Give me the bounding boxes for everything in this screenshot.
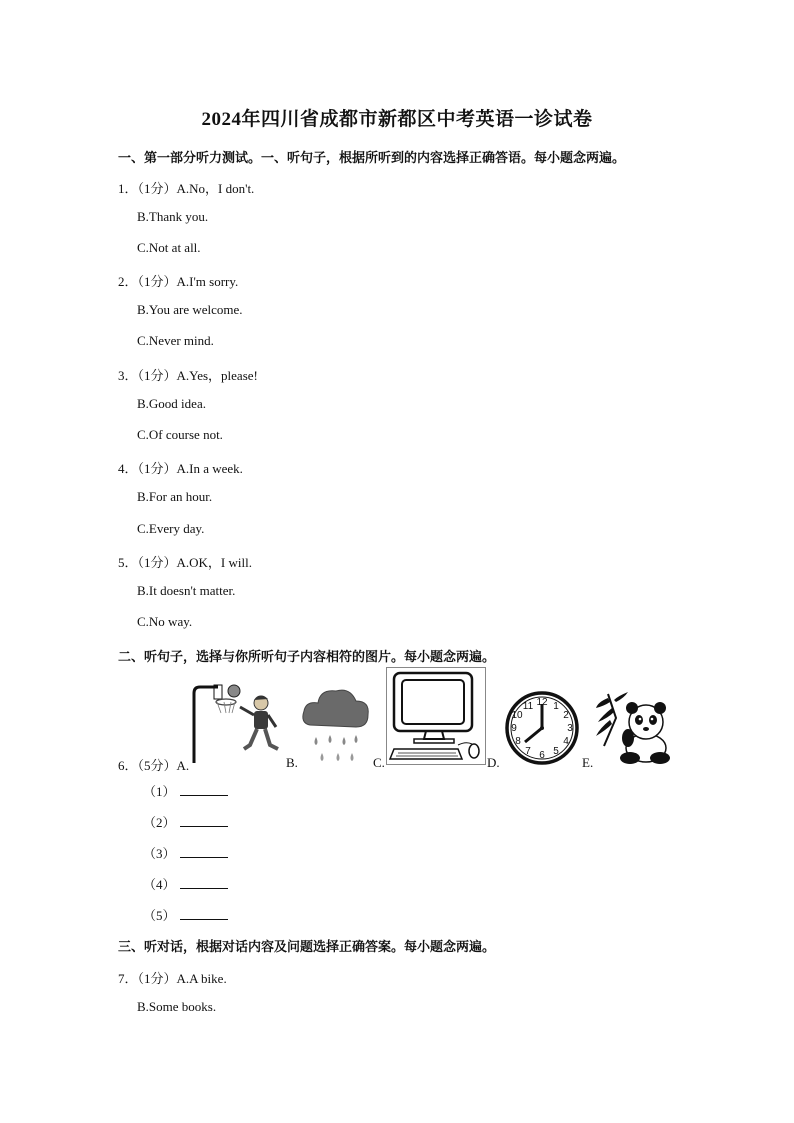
q6-label-d: D. xyxy=(487,755,500,770)
q4-stem: 4．（1分）A.In a week. xyxy=(118,461,243,476)
svg-text:9: 9 xyxy=(511,723,517,734)
svg-text:8: 8 xyxy=(515,736,521,747)
svg-text:4: 4 xyxy=(563,736,569,747)
q5-option-b: B.It doesn't matter. xyxy=(137,583,236,598)
q3-option-b: B.Good idea. xyxy=(137,396,206,411)
svg-text:3: 3 xyxy=(567,723,573,734)
panda-picture xyxy=(594,688,674,766)
section-3-heading: 三、听对话，根据对话内容及问题选择正确答案。每小题念两遍。 xyxy=(118,939,496,954)
q6-label-e: E. xyxy=(582,755,594,770)
section-2-heading: 二、听句子，选择与你所听句子内容相符的图片。每小题念两遍。 xyxy=(118,649,496,664)
q1-option-b: B.Thank you. xyxy=(137,209,209,224)
q4-option-c: C.Every day. xyxy=(137,521,205,536)
q1-option-c: C.Not at all. xyxy=(137,240,201,255)
clock-picture xyxy=(501,690,583,766)
q2-option-c: C.Never mind. xyxy=(137,333,214,348)
q3-stem: 3．（1分）A.Yes，please! xyxy=(118,368,258,383)
q6-label-b: B. xyxy=(286,755,298,770)
svg-text:10: 10 xyxy=(511,710,523,721)
q7-option-b: B.Some books. xyxy=(137,999,217,1014)
q6-label-c: C. xyxy=(373,755,385,770)
q5-stem: 5．（1分）A.OK，I will. xyxy=(118,555,252,570)
answer-blank[interactable] xyxy=(180,815,228,827)
q6-sub-4: （4） xyxy=(143,874,228,893)
svg-text:2: 2 xyxy=(563,710,569,721)
section-1-heading: 一、第一部分听力测试。一、听句子，根据所听到的内容选择正确答语。每小题念两遍。 xyxy=(118,150,626,165)
q6-stem: 6．（5分）A. xyxy=(118,758,190,773)
answer-blank[interactable] xyxy=(180,784,228,796)
q7-stem: 7．（1分）A.A bike. xyxy=(118,971,227,986)
q4-option-b: B.For an hour. xyxy=(137,489,213,504)
svg-text:5: 5 xyxy=(553,746,559,757)
q6-sub-3: （3） xyxy=(143,843,228,862)
svg-text:12: 12 xyxy=(536,697,548,708)
q2-option-b: B.You are welcome. xyxy=(137,302,243,317)
computer-picture xyxy=(386,667,486,765)
q6-sub-1: （1） xyxy=(143,781,228,800)
svg-text:11: 11 xyxy=(522,701,534,712)
basketball-player-picture xyxy=(188,683,283,765)
answer-blank[interactable] xyxy=(180,877,228,889)
svg-text:6: 6 xyxy=(539,750,545,761)
q1-stem: 1．（1分）A.No，I don't. xyxy=(118,181,255,196)
q6-sub-5: （5） xyxy=(143,905,228,924)
q6-sub-2: （2） xyxy=(143,812,228,831)
svg-text:1: 1 xyxy=(553,701,559,712)
page-title: 2024年四川省成都市新都区中考英语一诊试卷 xyxy=(201,109,593,130)
answer-blank[interactable] xyxy=(180,908,228,920)
q3-option-c: C.Of course not. xyxy=(137,427,223,442)
rain-cloud-picture xyxy=(300,683,372,765)
svg-text:7: 7 xyxy=(525,746,531,757)
q5-option-c: C.No way. xyxy=(137,614,193,629)
answer-blank[interactable] xyxy=(180,846,228,858)
q2-stem: 2．（1分）A.I'm sorry. xyxy=(118,274,239,289)
